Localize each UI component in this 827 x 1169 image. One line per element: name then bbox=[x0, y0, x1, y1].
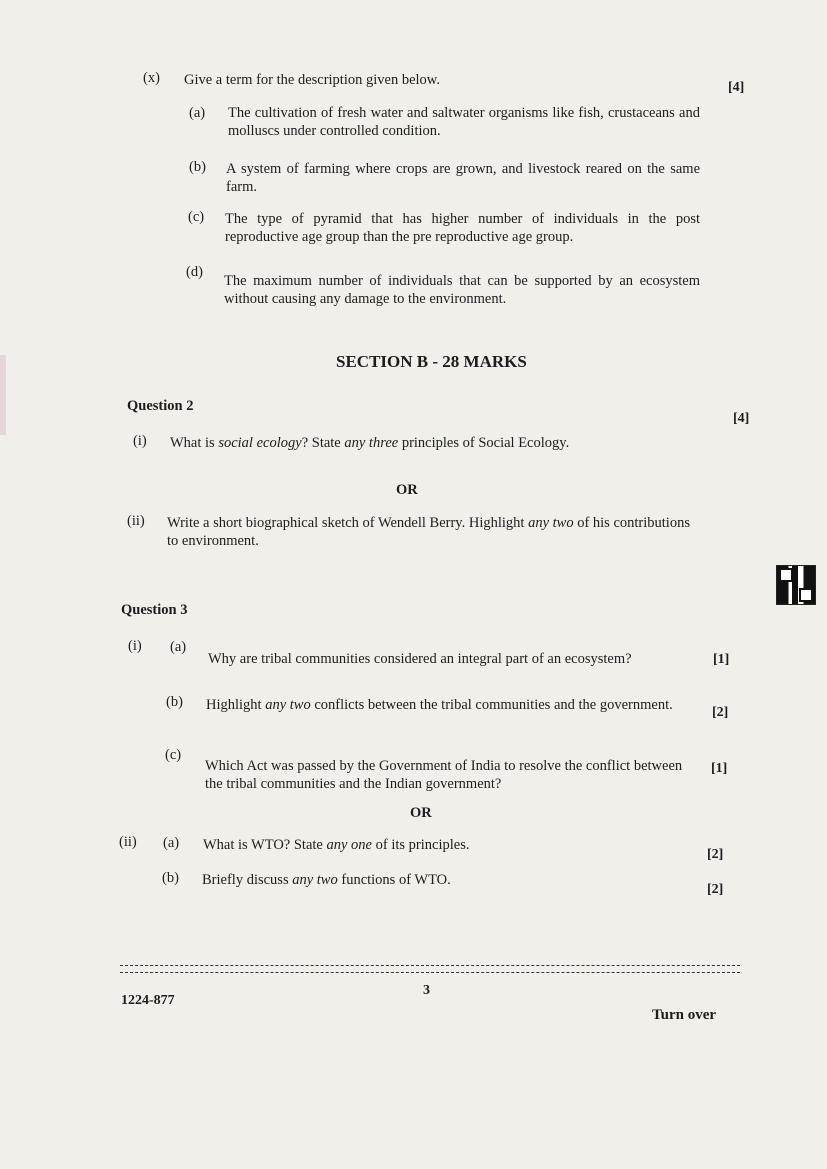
q3-i-a-marks: [1] bbox=[713, 652, 730, 667]
q2-or: OR bbox=[396, 482, 418, 498]
paper-code: 1224-877 bbox=[121, 993, 175, 1008]
part-x-b-text: A system of farming where crops are grown, and livestock reared on the same farm. bbox=[226, 161, 700, 195]
q2-ii-text: Write a short biographical sketch of Wendell Berry. Highlight any two of his contributions to environment. bbox=[167, 515, 690, 549]
part-x-c-text: The type of pyramid that has higher number of individuals in the post reproductive age group than the pre reproductive age group. bbox=[225, 211, 700, 245]
q3-ii-a-label: (a) bbox=[163, 835, 180, 851]
q3-i-b-marks: [2] bbox=[712, 705, 729, 720]
q3-i-b-text: Highlight any two conflicts between the tribal communities and the government. bbox=[206, 697, 673, 713]
q2-ii-label: (ii) bbox=[127, 513, 145, 529]
question-3-title: Question 3 bbox=[121, 602, 188, 618]
q3-ii-b-label: (b) bbox=[162, 870, 179, 886]
part-x-marks: [4] bbox=[728, 80, 745, 95]
q3-i-label: (i) bbox=[128, 638, 142, 654]
q3-i-b-label: (b) bbox=[166, 694, 183, 710]
section-b-title: SECTION B - 28 MARKS bbox=[336, 352, 527, 371]
question-2-marks: [4] bbox=[733, 411, 750, 426]
q3-i-c-label: (c) bbox=[165, 747, 182, 763]
q3-i-a-text: Why are tribal communities considered an integral part of an ecosystem? bbox=[208, 651, 632, 667]
part-x-number: (x) bbox=[143, 70, 160, 86]
q3-i-c-text: Which Act was passed by the Government of India to resolve the conflict between the tribal communities and the Indian government? bbox=[205, 758, 683, 792]
q3-ii-label: (ii) bbox=[119, 834, 137, 850]
q3-ii-a-marks: [2] bbox=[707, 847, 724, 862]
part-x-a-label: (a) bbox=[189, 105, 206, 121]
q3-i-c-marks: [1] bbox=[711, 761, 728, 776]
part-x-b-label: (b) bbox=[189, 159, 206, 175]
q2-i-text: What is social ecology? State any three principles of Social Ecology. bbox=[170, 435, 570, 451]
part-x-a-text: The cultivation of fresh water and saltwater organisms like fish, crustaceans and molluscs under controlled condition. bbox=[228, 105, 700, 139]
page-edge-mark bbox=[0, 355, 6, 435]
footer-rule-top bbox=[120, 965, 740, 966]
q3-ii-a-text: What is WTO? State any one of its principles. bbox=[203, 837, 470, 853]
part-x-instruction: Give a term for the description given below. bbox=[184, 72, 440, 88]
turn-over: Turn over bbox=[652, 1007, 717, 1023]
part-x-d-text: The maximum number of individuals that can be supported by an ecosystem without causing any damage to the environment. bbox=[224, 273, 700, 307]
q3-ii-b-text: Briefly discuss any two functions of WTO. bbox=[202, 872, 451, 888]
part-x-c-label: (c) bbox=[188, 209, 205, 225]
part-x-d-label: (d) bbox=[186, 264, 203, 280]
question-2-title: Question 2 bbox=[127, 398, 194, 414]
q2-i-label: (i) bbox=[133, 433, 147, 449]
page-number: 3 bbox=[423, 983, 430, 998]
q3-i-a-label: (a) bbox=[170, 639, 187, 655]
q3-ii-b-marks: [2] bbox=[707, 882, 724, 897]
q3-or: OR bbox=[410, 805, 432, 821]
qr-code bbox=[776, 565, 816, 605]
footer-rule-bottom bbox=[120, 972, 740, 973]
